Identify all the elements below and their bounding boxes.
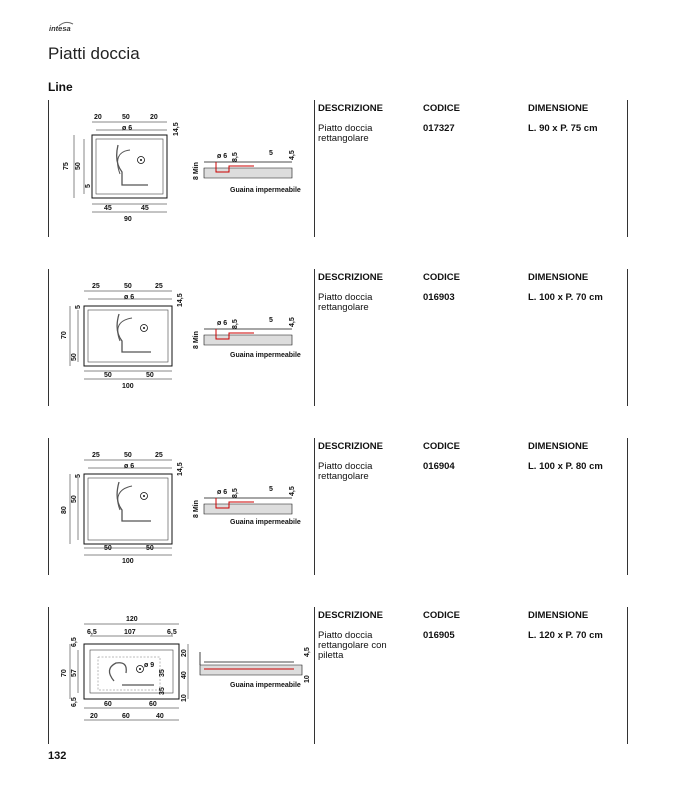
product-description: Piatto doccia rettangolare con piletta bbox=[318, 630, 387, 661]
header-code: CODICE bbox=[423, 441, 460, 452]
dim-bottom-left: 50 bbox=[104, 545, 112, 552]
dim-edge: 5 bbox=[75, 305, 82, 309]
dim-top-right: 25 bbox=[155, 452, 163, 459]
brand-logo-text: intesa bbox=[49, 24, 71, 33]
product-row bbox=[48, 269, 630, 406]
section-depth: 8,5 bbox=[232, 488, 239, 498]
product-dimension: L. 120 x P. 70 cm bbox=[528, 630, 603, 641]
section-liner: Guaina impermeabile bbox=[230, 519, 301, 526]
dim-top-mid: 50 bbox=[124, 452, 132, 459]
plan-view bbox=[61, 283, 184, 390]
header-dimension: DIMENSIONE bbox=[528, 610, 589, 621]
dim-bottom-right: 45 bbox=[141, 205, 149, 212]
dim-edge: 5 bbox=[85, 184, 92, 188]
dim-inner-h: 57 bbox=[71, 669, 78, 677]
section-title: Line bbox=[48, 80, 73, 94]
header-code: CODICE bbox=[423, 272, 460, 283]
dim-bottom-b: 60 bbox=[122, 713, 130, 720]
dim-bottom-left: 45 bbox=[104, 205, 112, 212]
dim-width: 100 bbox=[122, 383, 134, 390]
page-number: 132 bbox=[48, 750, 67, 762]
section-depth: 8,5 bbox=[232, 319, 239, 329]
dim-top-right: 20 bbox=[150, 114, 158, 121]
section-liner: Guaina impermeabile bbox=[230, 187, 301, 194]
dim-top-right: 25 bbox=[155, 283, 163, 290]
product-dimension: L. 90 x P. 75 cm bbox=[528, 123, 598, 134]
dim-height: 70 bbox=[61, 669, 68, 677]
section-thick: 4,5 bbox=[289, 317, 296, 327]
section-thick: 4,5 bbox=[304, 647, 311, 657]
section-liner: Guaina impermeabile bbox=[230, 352, 301, 359]
product-dimension: L. 100 x P. 80 cm bbox=[528, 461, 603, 472]
dim-right-c: 40 bbox=[181, 671, 188, 679]
dim-bottom-inner-right: 60 bbox=[149, 701, 157, 708]
dim-height: 70 bbox=[61, 331, 68, 339]
header-description: DESCRIZIONE bbox=[318, 103, 383, 114]
dim-height: 80 bbox=[61, 506, 68, 514]
header-dimension: DIMENSIONE bbox=[528, 441, 589, 452]
plan-view bbox=[61, 616, 188, 720]
header-description: DESCRIZIONE bbox=[318, 441, 383, 452]
plan-view bbox=[61, 452, 184, 565]
section-view bbox=[193, 317, 301, 359]
dim-top-total: 120 bbox=[126, 616, 138, 623]
page-title: Piatti doccia bbox=[48, 44, 140, 63]
dim-bottom-right: 50 bbox=[146, 545, 154, 552]
dim-top-right-edge: 14,5 bbox=[177, 462, 184, 476]
dim-top-left: 25 bbox=[92, 452, 100, 459]
dim-top-inner: 107 bbox=[124, 629, 136, 636]
section-edge: 5 bbox=[269, 150, 273, 157]
dim-top-mid: 50 bbox=[124, 283, 132, 290]
section-drain: ø 6 bbox=[217, 320, 228, 327]
header-code: CODICE bbox=[423, 103, 460, 114]
product-description: Piatto doccia rettangolare bbox=[318, 292, 373, 313]
section-drain: ø 6 bbox=[217, 153, 228, 160]
dim-width: 100 bbox=[122, 558, 134, 565]
product-row bbox=[48, 438, 630, 575]
product-code: 017327 bbox=[423, 123, 455, 134]
dim-side-b: 6,5 bbox=[71, 697, 78, 707]
header-description: DESCRIZIONE bbox=[318, 610, 383, 621]
dim-edge: 5 bbox=[75, 474, 82, 478]
section-depth: 10 bbox=[304, 675, 311, 683]
technical-drawing bbox=[54, 100, 344, 237]
product-code: 016905 bbox=[423, 630, 455, 641]
dim-drain: ø 9 bbox=[144, 662, 155, 669]
dim-top-left: 20 bbox=[94, 114, 102, 121]
section-min: 8 Min bbox=[193, 331, 200, 349]
dim-width: 90 bbox=[124, 216, 132, 223]
section-view bbox=[200, 647, 311, 689]
product-description: Piatto doccia rettangolare bbox=[318, 461, 373, 482]
product-row bbox=[48, 607, 630, 744]
dim-drain: ø 6 bbox=[122, 125, 133, 132]
header-code: CODICE bbox=[423, 610, 460, 621]
product-dimension: L. 100 x P. 70 cm bbox=[528, 292, 603, 303]
section-depth: 8,5 bbox=[232, 152, 239, 162]
dim-drain: ø 6 bbox=[124, 294, 135, 301]
dim-top-mid: 50 bbox=[122, 114, 130, 121]
dim-right-a: 20 bbox=[181, 649, 188, 657]
section-edge: 5 bbox=[269, 317, 273, 324]
section-view bbox=[193, 486, 301, 526]
dim-bottom-left: 50 bbox=[104, 372, 112, 379]
dim-drain: ø 6 bbox=[124, 463, 135, 470]
dim-right-b: 35 bbox=[159, 669, 166, 677]
dim-top-side: 6,5 bbox=[87, 629, 97, 636]
dim-inner-h: 50 bbox=[75, 162, 82, 170]
dim-top-right-edge: 14,5 bbox=[173, 122, 180, 136]
section-thick: 4,5 bbox=[289, 486, 296, 496]
dim-bottom-a: 20 bbox=[90, 713, 98, 720]
dim-top-right-edge: 14,5 bbox=[177, 293, 184, 307]
section-liner: Guaina impermeabile bbox=[230, 682, 301, 689]
dim-bottom-c: 40 bbox=[156, 713, 164, 720]
section-thick: 4,5 bbox=[289, 150, 296, 160]
dim-side-a: 6,5 bbox=[71, 637, 78, 647]
technical-drawing bbox=[54, 269, 344, 406]
dim-bottom-inner-left: 60 bbox=[104, 701, 112, 708]
dim-right-d: 35 bbox=[159, 687, 166, 695]
dim-right-e: 10 bbox=[181, 694, 188, 702]
product-code: 016903 bbox=[423, 292, 455, 303]
dim-inner-h: 50 bbox=[71, 495, 78, 503]
product-description: Piatto doccia rettangolare bbox=[318, 123, 373, 144]
section-view bbox=[193, 150, 301, 194]
technical-drawing bbox=[54, 438, 344, 575]
dim-top-left: 25 bbox=[92, 283, 100, 290]
plan-view bbox=[63, 114, 180, 223]
section-min: 8 Min bbox=[193, 162, 200, 180]
technical-drawing bbox=[54, 607, 344, 744]
product-code: 016904 bbox=[423, 461, 455, 472]
section-edge: 5 bbox=[269, 486, 273, 493]
section-min: 8 Min bbox=[193, 500, 200, 518]
header-dimension: DIMENSIONE bbox=[528, 272, 589, 283]
dim-height: 75 bbox=[63, 162, 70, 170]
header-dimension: DIMENSIONE bbox=[528, 103, 589, 114]
dim-top-side-right: 6,5 bbox=[167, 629, 177, 636]
section-drain: ø 6 bbox=[217, 489, 228, 496]
dim-inner-h: 50 bbox=[71, 353, 78, 361]
header-description: DESCRIZIONE bbox=[318, 272, 383, 283]
product-row bbox=[48, 100, 630, 237]
dim-bottom-right: 50 bbox=[146, 372, 154, 379]
